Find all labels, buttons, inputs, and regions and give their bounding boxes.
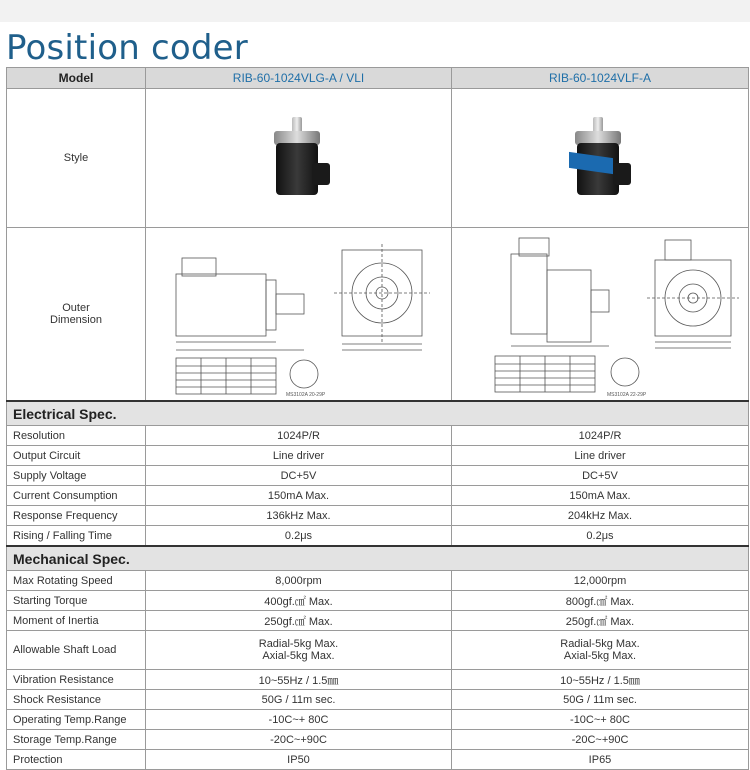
mechanical-section-header [7,546,749,571]
style-label: Style [7,89,146,228]
spec-value-1: 250gf.㎠ Max. [146,611,452,631]
spec-value-2: IP65 [452,750,749,770]
model-row [7,68,749,89]
spec-label: Max Rotating Speed [7,571,146,591]
electrical-section-header [7,401,749,426]
spec-value-1: -10C~+ 80C [146,710,452,730]
drawing-1-note: MS3102A 20-29P [285,392,325,398]
spec-row [7,526,749,547]
electrical-rows [7,426,749,547]
spec-value-2: 204kHz Max. [452,506,749,526]
spec-value-1: 400gf.㎠ Max. [146,591,452,611]
spec-label: Protection [7,750,146,770]
spec-label: Output Circuit [7,446,146,466]
spec-label: Moment of Inertia [7,611,146,631]
spec-value-line: Axial-5kg Max. [563,650,637,662]
style-image-1 [146,89,452,228]
spec-value-2: -20C~+90C [452,730,749,750]
spec-value-2: 10~55Hz / 1.5㎜ [452,670,749,690]
spec-value-1: IP50 [146,750,452,770]
spec-label: Current Consumption [7,486,146,506]
spec-value-1: 50G / 11m sec. [146,690,452,710]
spec-row [7,750,749,770]
spec-row [7,506,749,526]
mechanical-rows [7,571,749,770]
spec-table [6,67,749,770]
dimension-drawing-2 [452,228,749,402]
top-bar [0,0,750,22]
dimension-row [7,228,749,402]
spec-label: Shock Resistance [7,690,146,710]
model-1: RIB-60-1024VLG-A / VLI [146,68,452,89]
spec-row [7,446,749,466]
model-label: Model [7,68,146,89]
spec-label: Allowable Shaft Load [7,631,146,670]
spec-value-1: 8,000rpm [146,571,452,591]
mechanical-section-title: Mechanical Spec. [7,546,749,571]
spec-row [7,571,749,591]
spec-value-2: 1024P/R [452,426,749,446]
spec-value-1: 150mA Max. [146,486,452,506]
spec-label: Supply Voltage [7,466,146,486]
electrical-section-title: Electrical Spec. [7,401,749,426]
encoder-photo-2 [555,113,645,203]
spec-value-1: 0.2μs [146,526,452,547]
spec-value-1: -20C~+90C [146,730,452,750]
spec-row [7,690,749,710]
spec-value-2: Line driver [452,446,749,466]
spec-value-2: 50G / 11m sec. [452,690,749,710]
spec-value-2 [452,631,749,670]
style-image-2 [452,89,749,228]
spec-label: Operating Temp.Range [7,710,146,730]
model-2: RIB-60-1024VLF-A [452,68,749,89]
spec-value-line: Axial-5kg Max. [262,650,335,662]
spec-value-1: 10~55Hz / 1.5㎜ [146,670,452,690]
spec-row [7,631,749,670]
dimension-drawing-1 [146,228,452,402]
page-title: Position coder [6,28,248,68]
spec-row [7,426,749,446]
spec-label: Vibration Resistance [7,670,146,690]
drawing-2-svg [459,230,741,398]
dimension-label [7,228,146,402]
spec-label: Storage Temp.Range [7,730,146,750]
spec-row [7,466,749,486]
spec-value-1 [146,631,452,670]
spec-value-2: 800gf.㎠ Max. [452,591,749,611]
spec-label: Rising / Falling Time [7,526,146,547]
spec-row [7,730,749,750]
style-row [7,89,749,228]
spec-value-2: DC+5V [452,466,749,486]
spec-value-line: Radial-5kg Max. [258,638,339,650]
spec-value-2: 0.2μs [452,526,749,547]
spec-value-line: Radial-5kg Max. [560,638,640,650]
spec-row [7,670,749,690]
spec-value-1: 1024P/R [146,426,452,446]
spec-label: Starting Torque [7,591,146,611]
spec-value-2: 150mA Max. [452,486,749,506]
spec-value-2: 250gf.㎠ Max. [452,611,749,631]
spec-value-1: Line driver [146,446,452,466]
dimension-label-line-1: Outer [62,302,90,314]
spec-label: Response Frequency [7,506,146,526]
spec-value-2: 12,000rpm [452,571,749,591]
drawing-1-svg [154,230,444,398]
spec-value-1: 136kHz Max. [146,506,452,526]
spec-value-1: DC+5V [146,466,452,486]
spec-value-2: -10C~+ 80C [452,710,749,730]
encoder-photo-1 [254,113,344,203]
spec-row [7,611,749,631]
spec-row [7,486,749,506]
spec-row [7,591,749,611]
drawing-2-note: MS3102A 22-29P [607,392,647,398]
spec-row [7,710,749,730]
spec-label: Resolution [7,426,146,446]
dimension-label-line-2: Dimension [50,314,102,326]
